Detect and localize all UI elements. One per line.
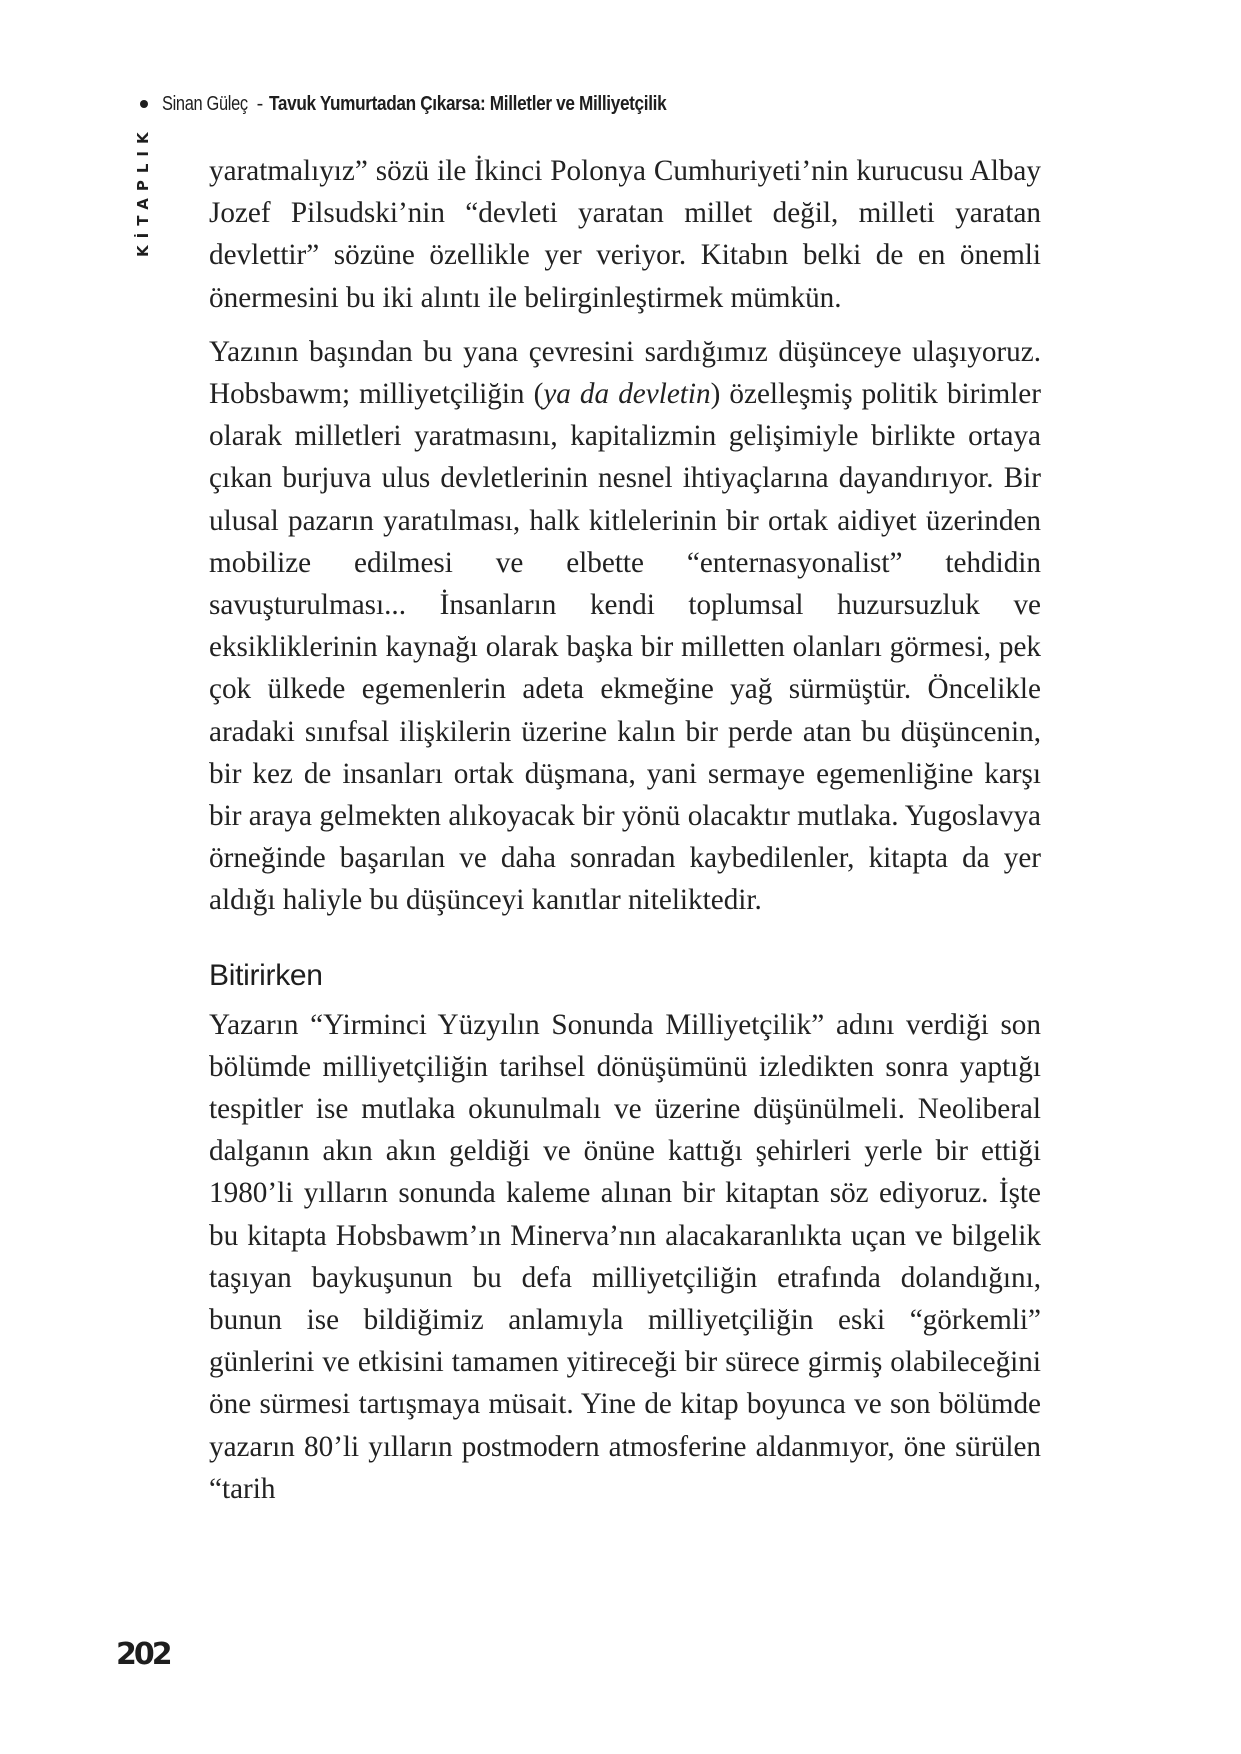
paragraph-3: Yazarın “Yirminci Yüzyılın Sonunda Milliyetçilik” adını verdiği son bölümde milliyetçiliğin tarihsel dönüşümünü izledikten sonra yaptığı tespitler ise mutlaka okunulmalı ve üzerine düşünülmeli. Neoliberal dalganın akın akın geldiği ve önüne kattığı şehirleri yerle bir ettiği 1980’li yılların sonunda kaleme alınan bir kitaptan söz ediyoruz. İşte bu kitapta Hobsbawm’ın Minerva’nın alacakaranlıkta uçan ve bilgelik taşıyan baykuşunun bu defa milliyetçiliğin etrafında dolandığını, bunun ise bildiğimiz anlamıyla milliyetçiliğin eski “görkemli” günlerini ve etkisini tamamen yitireceği bir sürece girmiş olabileceğini öne sürmesi tartışmaya müsait. Yine de kitap boyunca ve son bölümde yazarın 80’li yılların postmodern atmosferine aldanmıyor, öne sürülen “tarih: [209, 1008, 1041, 1505]
paragraph-2-italic: ya da devletin: [543, 378, 711, 411]
paragraph-2-text-a: Yazının başından bu yana çevresini sardığımız düşünceye ulaşıyoruz. Hobsbawm; milliyetçiliğin (: [209, 335, 1041, 411]
running-head-separator: -: [256, 93, 263, 115]
paragraph-2-text-b: ) özelleşmiş politik birimler olarak milletleri yaratmasını, kapitalizmin gelişimiyle birlikte ortaya çıkan burjuva ulus devletlerinin nesnel ihtiyaçlarına dayandırıyor. Bir ulusal pazarın yaratılması, halk kitlelerinin bir ortak aidiyet üzerinden mobilize edilmesi ve elbette “enternasyonalist” tehdidin savuşturulması... İnsanların kendi toplumsal huzursuzluk ve eksikliklerinin kaynağı olarak başka bir milletten olanları görmesi, pek çok ülkede egemenlerin adeta ekmeğine yağ sürmüştür. Öncelikle aradaki sınıfsal ilişkilerin üzerine kalın bir perde atan bu düşüncenin, bir kez de insanları ortak düşmana, yani sermaye egemenliğine karşı bir araya gelmekten alıkoyacak bir yönü olacaktır mutlaka. Yugoslavya örneğinde başarılan ve daha sonradan kaybedilenler, kitapta da yer aldığı haliyle bu düşünceyi kanıtlar niteliktedir.: [209, 378, 1041, 917]
paragraph-2: [209, 331, 1041, 922]
bullet-icon: [140, 100, 148, 108]
running-head-book-title: Tavuk Yumurtadan Çıkarsa: Milletler ve Milliyetçilik: [268, 93, 667, 115]
running-head: [140, 90, 731, 118]
article-body: [209, 150, 1041, 1510]
paragraph-1: yaratmalıyız” sözü ile İkinci Polonya Cumhuriyeti’nin kurucusu Albay Jozef Pilsudski’nin “devleti yaratan millet değil, milleti yaratan devlettir” sözüne özellikle yer veriyor. Kitabın belki de en önemli önermesini bu iki alıntı ile belirginleştirmek mümkün.: [209, 155, 1041, 314]
section-side-label: KİTAPLIK: [134, 125, 152, 257]
running-head-author: Sinan Güleç: [162, 93, 248, 115]
page-number: 202: [116, 1637, 170, 1672]
section-heading: Bitirirken: [209, 958, 323, 992]
